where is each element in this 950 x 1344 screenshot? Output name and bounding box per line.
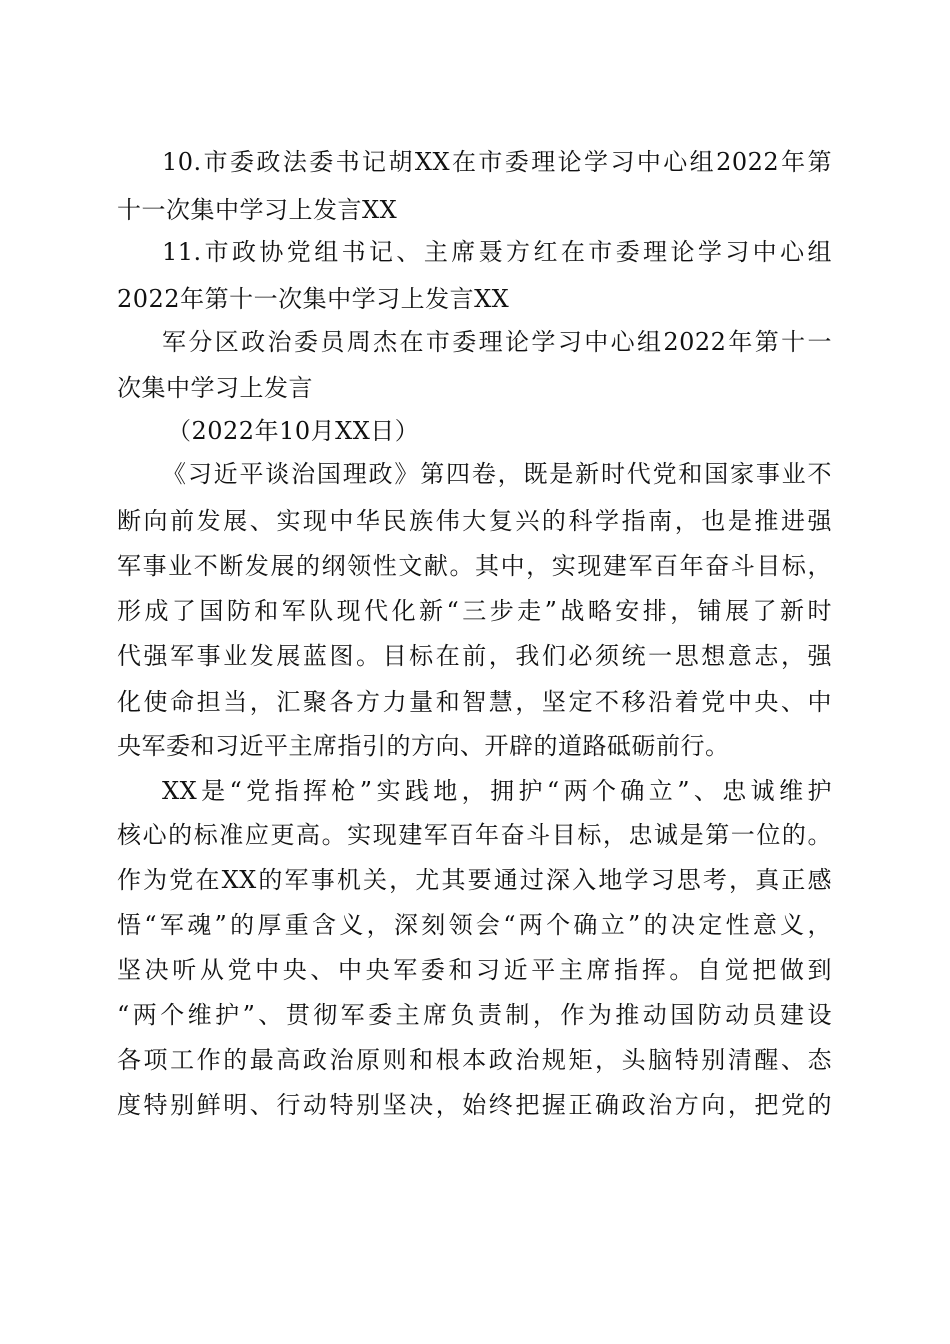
text-line: 各项工作的最高政治原则和根本政治规矩，头脑特别清醒、态	[117, 1046, 832, 1074]
text-line: 《习近平谈治国理政》第四卷，既是新时代党和国家事业不	[162, 460, 832, 488]
text-line: 次集中学习上发言	[117, 374, 313, 402]
text-line: 2022年第十一次集中学习上发言XX	[117, 285, 510, 313]
text-line: 悟“军魂”的厚重含义，深刻领会“两个确立”的决定性意义，	[117, 911, 832, 939]
text-line: 11.市政协党组书记、主席聂方红在市委理论学习中心组	[162, 238, 832, 266]
text-line: XX是“党指挥枪”实践地，拥护“两个确立”、忠诚维护	[162, 777, 832, 805]
text-line: 10.市委政法委书记胡XX在市委理论学习中心组2022年第	[162, 148, 832, 176]
text-line: 代强军事业发展蓝图。目标在前，我们必须统一思想意志，强	[117, 642, 832, 670]
text-line: 央军委和习近平主席指引的方向、开辟的道路砥砺前行。	[117, 732, 730, 760]
text-line: 形成了国防和军队现代化新“三步走”战略安排，铺展了新时	[117, 597, 832, 625]
text-line: “两个维护”、贯彻军委主席负责制，作为推动国防动员建设	[117, 1001, 832, 1029]
text-line: 度特别鲜明、行动特别坚决，始终把握正确政治方向，把党的	[117, 1091, 832, 1119]
text-line: 军事业不断发展的纲领性文献。其中，实现建军百年奋斗目标，	[117, 552, 832, 580]
date-line: （2022年10月XX日）	[167, 417, 420, 445]
text-line: 化使命担当，汇聚各方力量和智慧，坚定不移沿着党中央、中	[117, 688, 832, 716]
text-line: 作为党在XX的军事机关，尤其要通过深入地学习思考，真正感	[117, 866, 832, 894]
text-line: 坚决听从党中央、中央军委和习近平主席指挥。自觉把做到	[117, 956, 832, 984]
text-line: 十一次集中学习上发言XX	[117, 196, 398, 224]
text-line: 军分区政治委员周杰在市委理论学习中心组2022年第十一	[162, 328, 832, 356]
text-line: 断向前发展、实现中华民族伟大复兴的科学指南，也是推进强	[117, 507, 832, 535]
text-line: 核心的标准应更高。实现建军百年奋斗目标，忠诚是第一位的。	[117, 821, 832, 849]
